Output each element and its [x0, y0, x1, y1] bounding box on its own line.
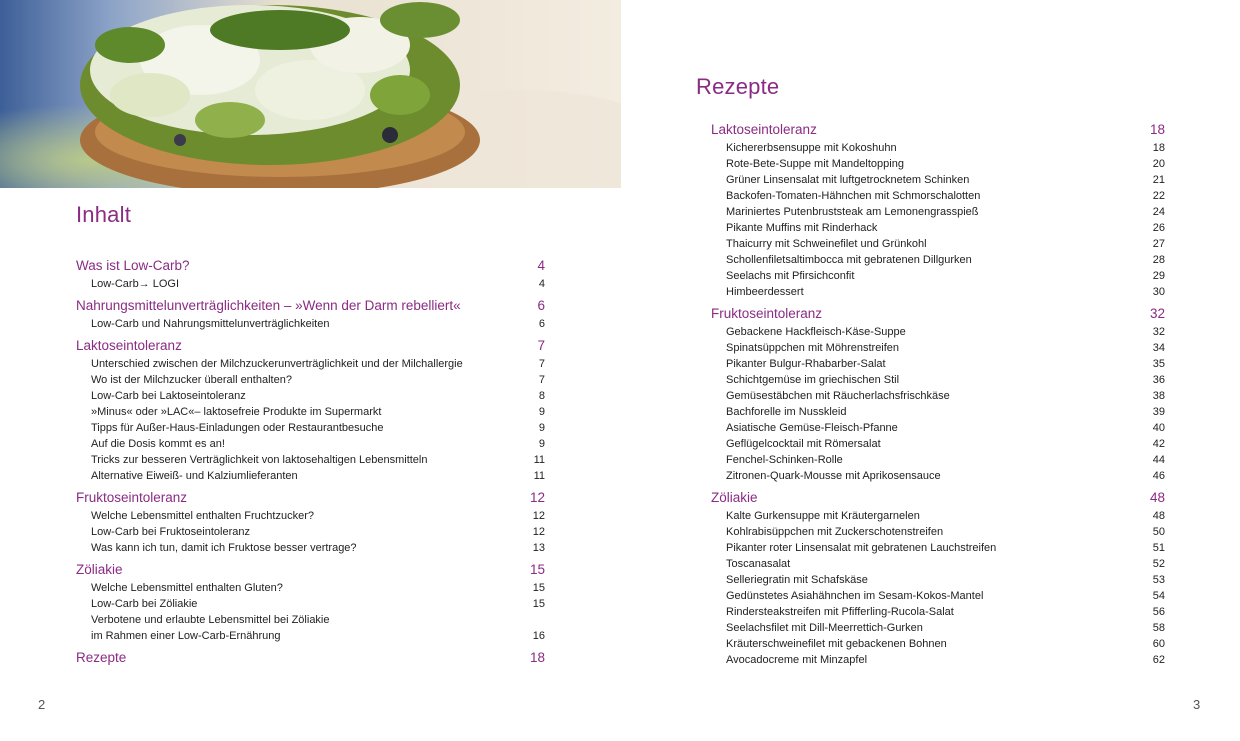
toc-entry-page: 7: [537, 338, 545, 353]
page-number-right: 3: [1193, 697, 1201, 712]
toc-entry: [711, 140, 1165, 156]
toc-entry-title: Gemüsestäbchen mit Räucherlachsfrischkäse: [726, 390, 950, 402]
toc-entry-title: Geflügelcocktail mit Römersalat: [726, 438, 881, 450]
toc-entry-page: 9: [538, 438, 545, 450]
toc-entry: [711, 572, 1165, 588]
toc-entry-page: 51: [1152, 542, 1165, 554]
toc-entry-title: Was ist Low-Carb?: [76, 258, 190, 273]
toc-section-heading: [76, 256, 545, 276]
toc-entry-title: Schollenfiletsaltimbocca mit gebratenen Dillgurken: [726, 254, 972, 266]
toc-entry: [76, 524, 545, 540]
toc-entry-title: im Rahmen einer Low-Carb-Ernährung: [91, 630, 281, 642]
toc-entry-title: Kräuterschweinefilet mit gebackenen Bohnen: [726, 638, 947, 650]
toc-entry-title: Tipps für Außer-Haus-Einladungen oder Restaurantbesuche: [91, 422, 384, 434]
toc-entry: [76, 436, 545, 452]
toc-entry-page: 24: [1152, 206, 1165, 218]
toc-entry: [711, 652, 1165, 668]
toc-entry: [711, 324, 1165, 340]
toc-entry: [711, 268, 1165, 284]
toc-entry-page: 62: [1152, 654, 1165, 666]
toc-entry: [711, 468, 1165, 484]
toc-entry-page: 9: [538, 406, 545, 418]
toc-entry-title: Low-Carb bei Laktoseintoleranz: [91, 390, 246, 402]
toc-entry: [76, 388, 545, 404]
toc-entry-title: Avocadocreme mit Minzapfel: [726, 654, 868, 666]
toc-entry-page: 8: [538, 390, 545, 402]
toc-entry-page: 27: [1152, 238, 1165, 250]
toc-entry-title: Low-Carb bei Fruktoseintoleranz: [91, 526, 250, 538]
toc-entry-title: Wo ist der Milchzucker überall enthalten?: [91, 374, 292, 386]
toc-entry: [711, 252, 1165, 268]
toc-entry: [76, 628, 545, 644]
toc-entry-title: Thaicurry mit Schweinefilet und Grünkohl: [726, 238, 927, 250]
toc-entry: [76, 596, 545, 612]
toc-entry-page: 35: [1152, 358, 1165, 370]
toc-entry-title: Bachforelle im Nusskleid: [726, 406, 847, 418]
toc-entry-page: 6: [537, 298, 545, 313]
toc-entry-page: 21: [1152, 174, 1165, 186]
toc-entry-page: 28: [1152, 254, 1165, 266]
toc-entry-title: Gebackene Hackfleisch-Käse-Suppe: [726, 326, 906, 338]
toc-entry-page: 15: [529, 562, 545, 577]
toc-entry-page: 18: [529, 650, 545, 665]
toc-section-heading: [711, 488, 1165, 508]
toc-section-heading: [76, 560, 545, 580]
toc-entry: [711, 172, 1165, 188]
toc-entry: [76, 356, 545, 372]
toc-entry-page: 53: [1152, 574, 1165, 586]
toc-entry-page: 7: [538, 374, 545, 386]
toc-entry-title: Backofen-Tomaten-Hähnchen mit Schmorschalotten: [726, 190, 981, 202]
toc-entry: [76, 276, 545, 292]
toc-entry-title: Gedünstetes Asiahähnchen im Sesam-Kokos-Mantel: [726, 590, 984, 602]
toc-entry-title: Seelachsfilet mit Dill-Meerrettich-Gurken: [726, 622, 923, 634]
toc-entry: [76, 372, 545, 388]
toc-entry: [711, 372, 1165, 388]
toc-entry-page: 34: [1152, 342, 1165, 354]
toc-entry-page: 32: [1149, 306, 1165, 321]
toc-entry-page: 13: [532, 542, 545, 554]
toc-entry-page: 12: [532, 510, 545, 522]
toc-section-heading: [76, 296, 545, 316]
toc-entry: [76, 468, 545, 484]
toc-entry-page: 54: [1152, 590, 1165, 602]
toc-entry: [711, 188, 1165, 204]
toc-entry: [711, 588, 1165, 604]
toc-entry-title: Fruktoseintoleranz: [76, 490, 188, 505]
toc-entry-title: Rindersteakstreifen mit Pfifferling-Rucola-Salat: [726, 606, 954, 618]
toc-entry-title: Toscanasalat: [726, 558, 791, 570]
toc-entry-title: Fruktoseintoleranz: [711, 306, 823, 321]
toc-entry-title: Asiatische Gemüse-Fleisch-Pfanne: [726, 422, 898, 434]
toc-entry-title: Welche Lebensmittel enthalten Gluten?: [91, 582, 283, 594]
toc-entry-page: 18: [1149, 122, 1165, 137]
toc-entry-page: 46: [1152, 470, 1165, 482]
recipes-title: Rezepte: [696, 74, 780, 99]
toc-entry-title: Laktoseintoleranz: [711, 122, 817, 137]
toc-entry-page: 12: [529, 490, 545, 505]
toc-section-heading: [76, 336, 545, 356]
toc-entry-page: 52: [1152, 558, 1165, 570]
toc-entry: [76, 612, 545, 628]
toc-entry-page: 22: [1152, 190, 1165, 202]
toc-entry-page: 48: [1149, 490, 1165, 505]
toc-entry-page: 20: [1152, 158, 1165, 170]
toc-entry-title: Laktoseintoleranz: [76, 338, 182, 353]
toc-entry: [76, 452, 545, 468]
toc-entry-title: Low-Carb bei Zöliakie: [91, 598, 198, 610]
toc-entry-title: Pikanter Bulgur-Rhabarber-Salat: [726, 358, 886, 370]
toc-entry-title: Kalte Gurkensuppe mit Kräutergarnelen: [726, 510, 920, 522]
toc-entry-title: Grüner Linsensalat mit luftgetrocknetem Schinken: [726, 174, 970, 186]
toc-entry-title: Kohlrabisüppchen mit Zuckerschotenstreifen: [726, 526, 944, 538]
toc-entry-title: Himbeerdessert: [726, 286, 804, 298]
toc-entry: [711, 220, 1165, 236]
toc-section-heading: [76, 488, 545, 508]
toc-entry-title: Low-Carb→ LOGI: [91, 278, 180, 290]
toc-entry: [711, 236, 1165, 252]
toc-entry: [711, 204, 1165, 220]
toc-entry-title: Spinatsüppchen mit Möhrenstreifen: [726, 342, 900, 354]
toc-entry: [711, 540, 1165, 556]
toc-entry: [711, 636, 1165, 652]
toc-entry-page: 26: [1152, 222, 1165, 234]
toc-entry-page: 30: [1152, 286, 1165, 298]
toc-entry-page: 9: [538, 422, 545, 434]
toc-entry-page: 42: [1152, 438, 1165, 450]
toc-entry-page: 11: [533, 454, 545, 466]
toc-entry-title: Pikanter roter Linsensalat mit gebratenen Lauchstreifen: [726, 542, 997, 554]
toc-entry-page: 44: [1152, 454, 1165, 466]
toc-entry: [76, 420, 545, 436]
toc-entry: [711, 604, 1165, 620]
toc-entry-title: Rezepte: [76, 650, 127, 665]
toc-section-heading: [711, 120, 1165, 140]
toc-entry-page: 38: [1152, 390, 1165, 402]
toc-entry-title: Zitronen-Quark-Mousse mit Aprikosensauce: [726, 470, 941, 482]
recipes-list: [711, 120, 1165, 668]
toc-entry-page: 11: [533, 470, 545, 482]
toc-entry: [711, 388, 1165, 404]
toc-entry: [711, 404, 1165, 420]
toc-entry-title: Schichtgemüse im griechischen Stil: [726, 374, 900, 386]
toc-entry: [76, 404, 545, 420]
toc-entry-title: Low-Carb und Nahrungsmittelunverträglichkeiten: [91, 318, 330, 330]
toc-entry-title: Fenchel-Schinken-Rolle: [726, 454, 843, 466]
toc-entry: [711, 436, 1165, 452]
toc-entry-page: 15: [532, 582, 545, 594]
toc-entry-page: 6: [538, 318, 545, 330]
toc-entry-title: Selleriegratin mit Schafskäse: [726, 574, 868, 586]
toc-entry-title: Nahrungsmittelunverträglichkeiten – »Wenn der Darm rebelliert«: [76, 298, 461, 313]
toc-entry: [711, 156, 1165, 172]
toc-entry-page: 60: [1152, 638, 1165, 650]
toc-section-heading: [76, 648, 545, 668]
toc-section-heading: [711, 304, 1165, 324]
toc-entry-page: 4: [537, 258, 545, 273]
toc-entry-page: 32: [1152, 326, 1165, 338]
food-photo: [0, 0, 621, 188]
toc-entry-page: 29: [1152, 270, 1165, 282]
toc-entry: [76, 508, 545, 524]
toc-entry-page: 50: [1152, 526, 1165, 538]
toc-entry: [711, 284, 1165, 300]
toc-entry-title: Tricks zur besseren Verträglichkeit von laktosehaltigen Lebensmitteln: [91, 454, 428, 466]
toc-entry-title: Zöliakie: [76, 562, 123, 577]
toc-entry-title: Alternative Eiweiß- und Kalziumlieferanten: [91, 470, 298, 482]
toc-entry-page: 16: [532, 630, 545, 642]
toc-entry-page: 56: [1152, 606, 1165, 618]
toc-entry: [711, 556, 1165, 572]
toc-entry: [711, 524, 1165, 540]
toc-entry-title: Zöliakie: [711, 490, 758, 505]
toc-entry: [711, 452, 1165, 468]
toc-entry: [711, 620, 1165, 636]
toc-entry-title: »Minus« oder »LAC«– laktosefreie Produkte im Supermarkt: [91, 406, 382, 418]
toc-entry-title: Mariniertes Putenbruststeak am Lemonengrasspieß: [726, 206, 979, 218]
toc-entry-title: Pikante Muffins mit Rinderhack: [726, 222, 878, 234]
toc-entry: [711, 420, 1165, 436]
toc-entry: [76, 540, 545, 556]
toc-entry-title: Kichererbsensuppe mit Kokoshuhn: [726, 142, 897, 154]
toc-entry-title: Auf die Dosis kommt es an!: [91, 438, 225, 450]
toc-entry: [76, 316, 545, 332]
toc-entry-page: 40: [1152, 422, 1165, 434]
toc-entry-page: 12: [532, 526, 545, 538]
toc-entry-page: 18: [1152, 142, 1165, 154]
toc-entry-page: 48: [1152, 510, 1165, 522]
toc-entry: [76, 580, 545, 596]
page-number-left: 2: [38, 697, 46, 712]
toc-entry-title: Unterschied zwischen der Milchzuckerunverträglichkeit und der Milchallergie: [91, 358, 463, 370]
toc-entry-page: 7: [538, 358, 545, 370]
toc-entry-page: 4: [538, 278, 545, 290]
contents-list: [76, 256, 545, 668]
toc-entry-page: 36: [1152, 374, 1165, 386]
toc-entry-title: Rote-Bete-Suppe mit Mandeltopping: [726, 158, 904, 170]
toc-entry-page: 39: [1152, 406, 1165, 418]
toc-entry-title: Was kann ich tun, damit ich Fruktose besser vertrage?: [91, 542, 357, 554]
toc-entry-page: 58: [1152, 622, 1165, 634]
toc-entry-title: Welche Lebensmittel enthalten Fruchtzucker?: [91, 510, 314, 522]
toc-entry-page: 15: [532, 598, 545, 610]
contents-title: Inhalt: [76, 202, 132, 227]
toc-entry-title: Seelachs mit Pfirsichconfit: [726, 270, 855, 282]
toc-entry: [711, 356, 1165, 372]
toc-entry: [711, 508, 1165, 524]
toc-entry: [711, 340, 1165, 356]
toc-entry-title: Verbotene und erlaubte Lebensmittel bei Zöliakie: [91, 614, 330, 626]
